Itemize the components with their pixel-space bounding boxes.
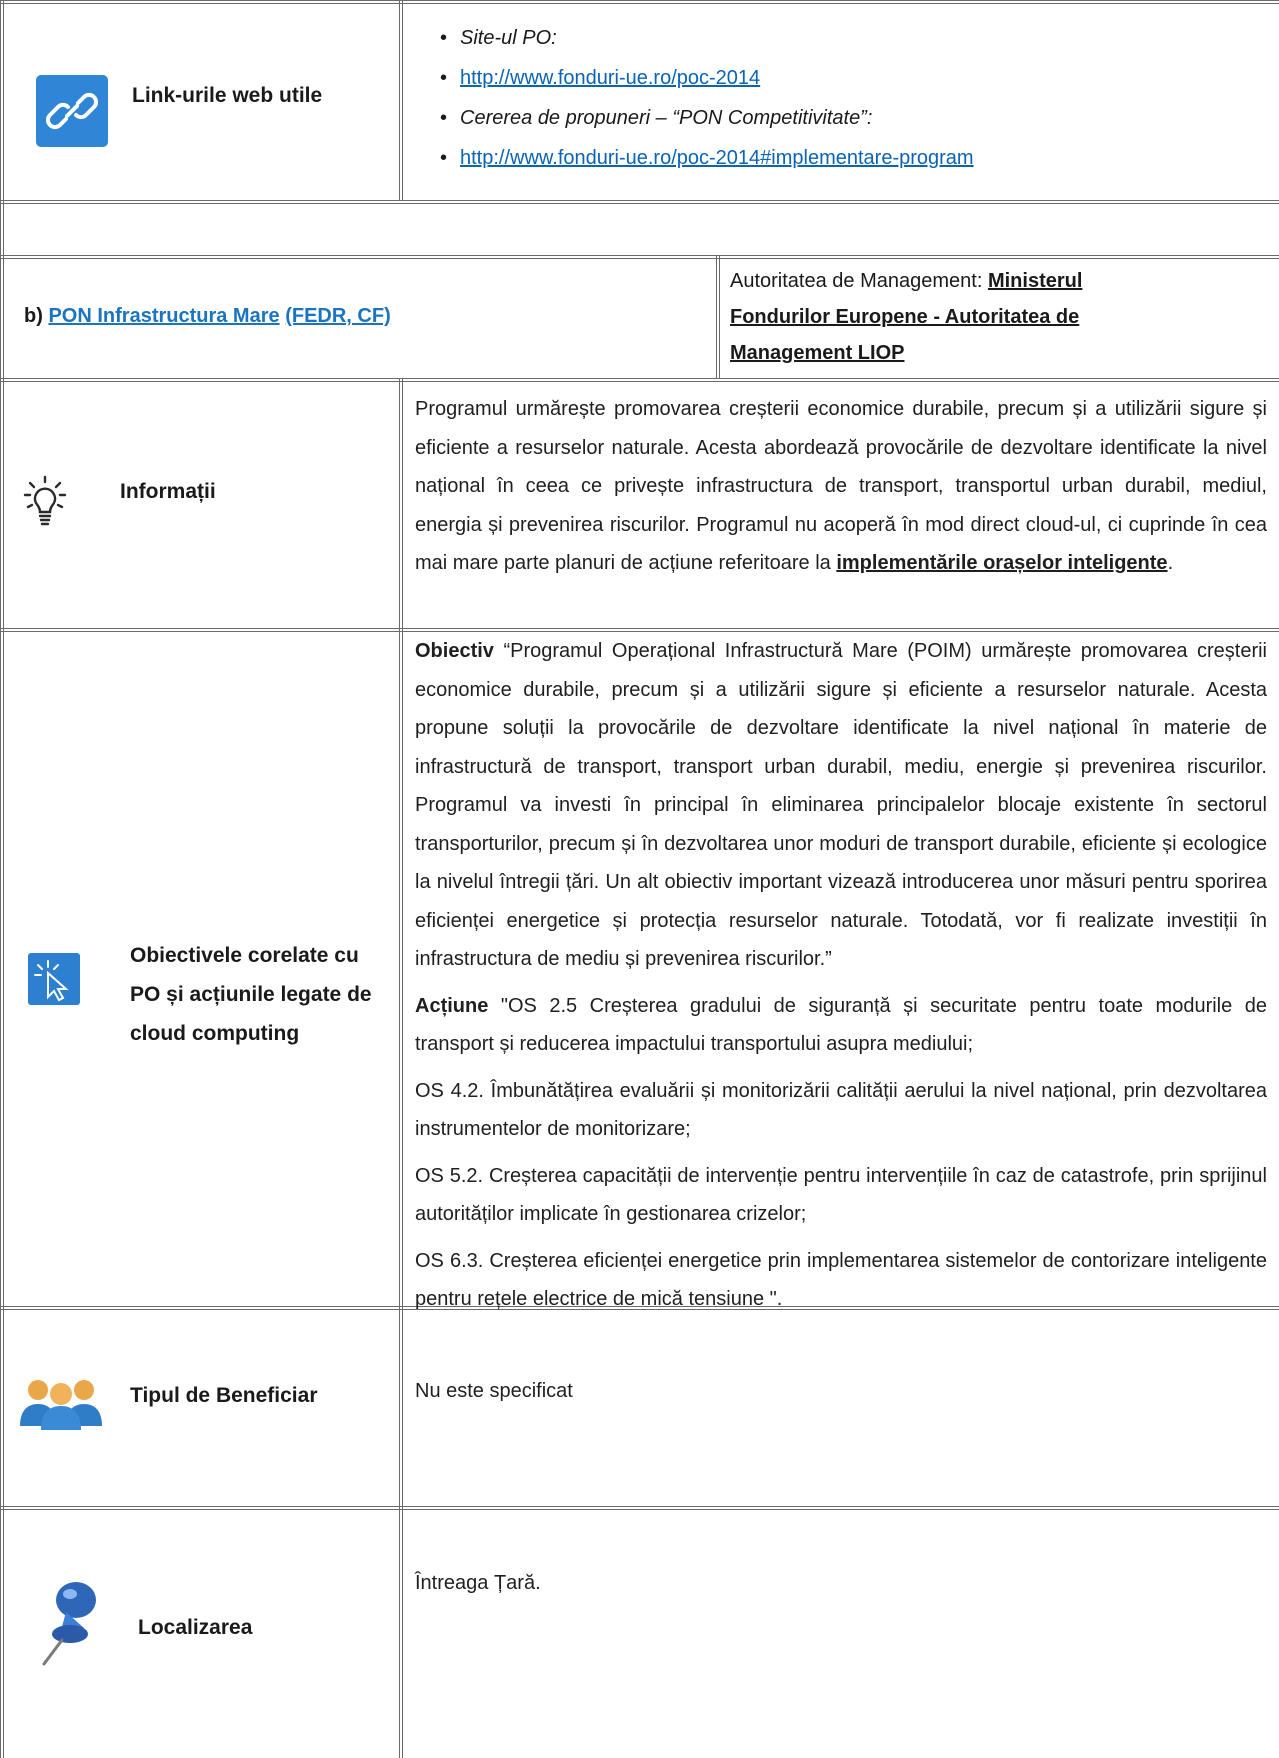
action-paragraph: OS 4.2. Îmbunătățirea evaluării și monitorizării calității aerului la nivel național, prin dezvoltarea instrumentelor de monitorizare; [415,1079,1267,1140]
objectives-label: Obiectivele corelate cu PO și acțiunile legate de cloud computing [130,944,372,1045]
authority-name: Fondurilor Europene - Autoritatea de [730,306,1080,328]
authority-label: Autoritatea de Management: [730,270,983,292]
beneficiary-value: Nu este specificat [415,1380,573,1402]
objective-text: “Programul Operațional Infrastructură Mare (POIM) urmărește promovarea creșterii economice durabile, precum și a utilizării sigure și eficiente a resurselor naturale. Acesta propune soluții la provocările de dezvoltare identificate la nivel național în materie de infrastructură de transport, transport urban durabil, mediu, energie și prevenirea riscurilor. Programul va investi în principal în eliminarea principalelor blocaje existente în sectorul transporturilor, precum și în dezvoltarea unor moduri de transport durabile, eficiente și ecologice la nivelul întregii țări. Un alt obiectiv important vizează introducerea unor măsuri pentru sporirea eficienței energetice și protecția resurselor naturale. Totodată, vor fi realizate investiții în infrastructura de mediu și prevenirea riscurilor.” [415,640,1267,970]
list-item [460,58,1238,98]
links-row [0,0,1279,200]
info-end: . [1167,552,1174,574]
location-row [0,1506,1279,1758]
smart-cities-text: implementările orașelor inteligente [836,552,1168,574]
lightbulb-icon [22,473,68,529]
authority-name: Ministerul [987,270,1083,292]
objective-label: Obiectiv [415,640,494,662]
link-icon [36,75,108,147]
info-label: Informații [120,480,216,503]
list-item [460,138,1238,178]
authority-block [730,263,1270,371]
pushpin-icon [36,1578,106,1668]
program-header-row [0,255,1279,378]
action-paragraph: OS 6.3. Creșterea eficienței energetice prin implementarea sistemelor de contorizare inteligente pentru rețele electrice de mică tensiune ". [415,1249,1267,1310]
link-title: Cererea de propuneri – “PON Competitivitate”: [460,107,873,129]
link-title: Site-ul PO: [460,27,557,49]
beneficiary-row [0,1306,1279,1506]
location-label: Localizarea [138,1616,253,1639]
action-paragraph [415,987,1267,1064]
program-link[interactable]: PON Infrastructura Mare [48,305,280,327]
list-item [460,98,1238,138]
links-label: Link-urile web utile [132,84,323,107]
action-label: Acțiune [415,994,489,1017]
call-for-proposals-link[interactable]: http://www.fonduri-ue.ro/poc-2014#implementare-program [460,147,974,169]
info-body: Programul urmărește promovarea creșterii economice durabile, precum și a utilizării sigure și eficiente a resurselor naturale. Acesta abordează provocările de dezvoltare identificate la nivel național în ceea ce privește infrastructura de transport, transportul urban durabil, mediul, energia și prevenirea riscurilor. Programul nu acoperă în mod direct cloud-ul, ci cuprinde în cea mai mare parte planuri de acțiune referitoare la [415,398,1267,574]
objective-paragraph [415,632,1267,979]
info-row [0,378,1279,628]
objectives-row [0,628,1279,1310]
cursor-click-icon [28,953,80,1005]
authority-name: Management LIOP [730,342,905,364]
beneficiary-label: Tipul de Beneficiar [130,1384,318,1407]
list-item [460,18,1238,58]
action-paragraph: OS 5.2. Creșterea capacității de intervenție pentru intervențiile în caz de catastrofe, prin sprijinul autorităților implicate în gestionarea crizelor; [415,1164,1267,1225]
funds-link[interactable]: (FEDR, CF) [285,305,391,327]
program-title [24,305,391,328]
action-text: "OS 2.5 Creșterea gradului de siguranță și securitate pentru toate modurile de transport și reducerea impactului transportului asupra mediului; [415,994,1267,1055]
objectives-text [415,632,1267,1327]
links-list [438,18,1238,178]
po-site-link[interactable]: http://www.fonduri-ue.ro/poc-2014 [460,67,761,89]
row-divider [0,200,1279,204]
people-icon [16,1374,106,1430]
program-prefix: b) [24,305,43,327]
location-value: Întreaga Țară. [415,1572,541,1594]
info-text [415,390,1267,583]
